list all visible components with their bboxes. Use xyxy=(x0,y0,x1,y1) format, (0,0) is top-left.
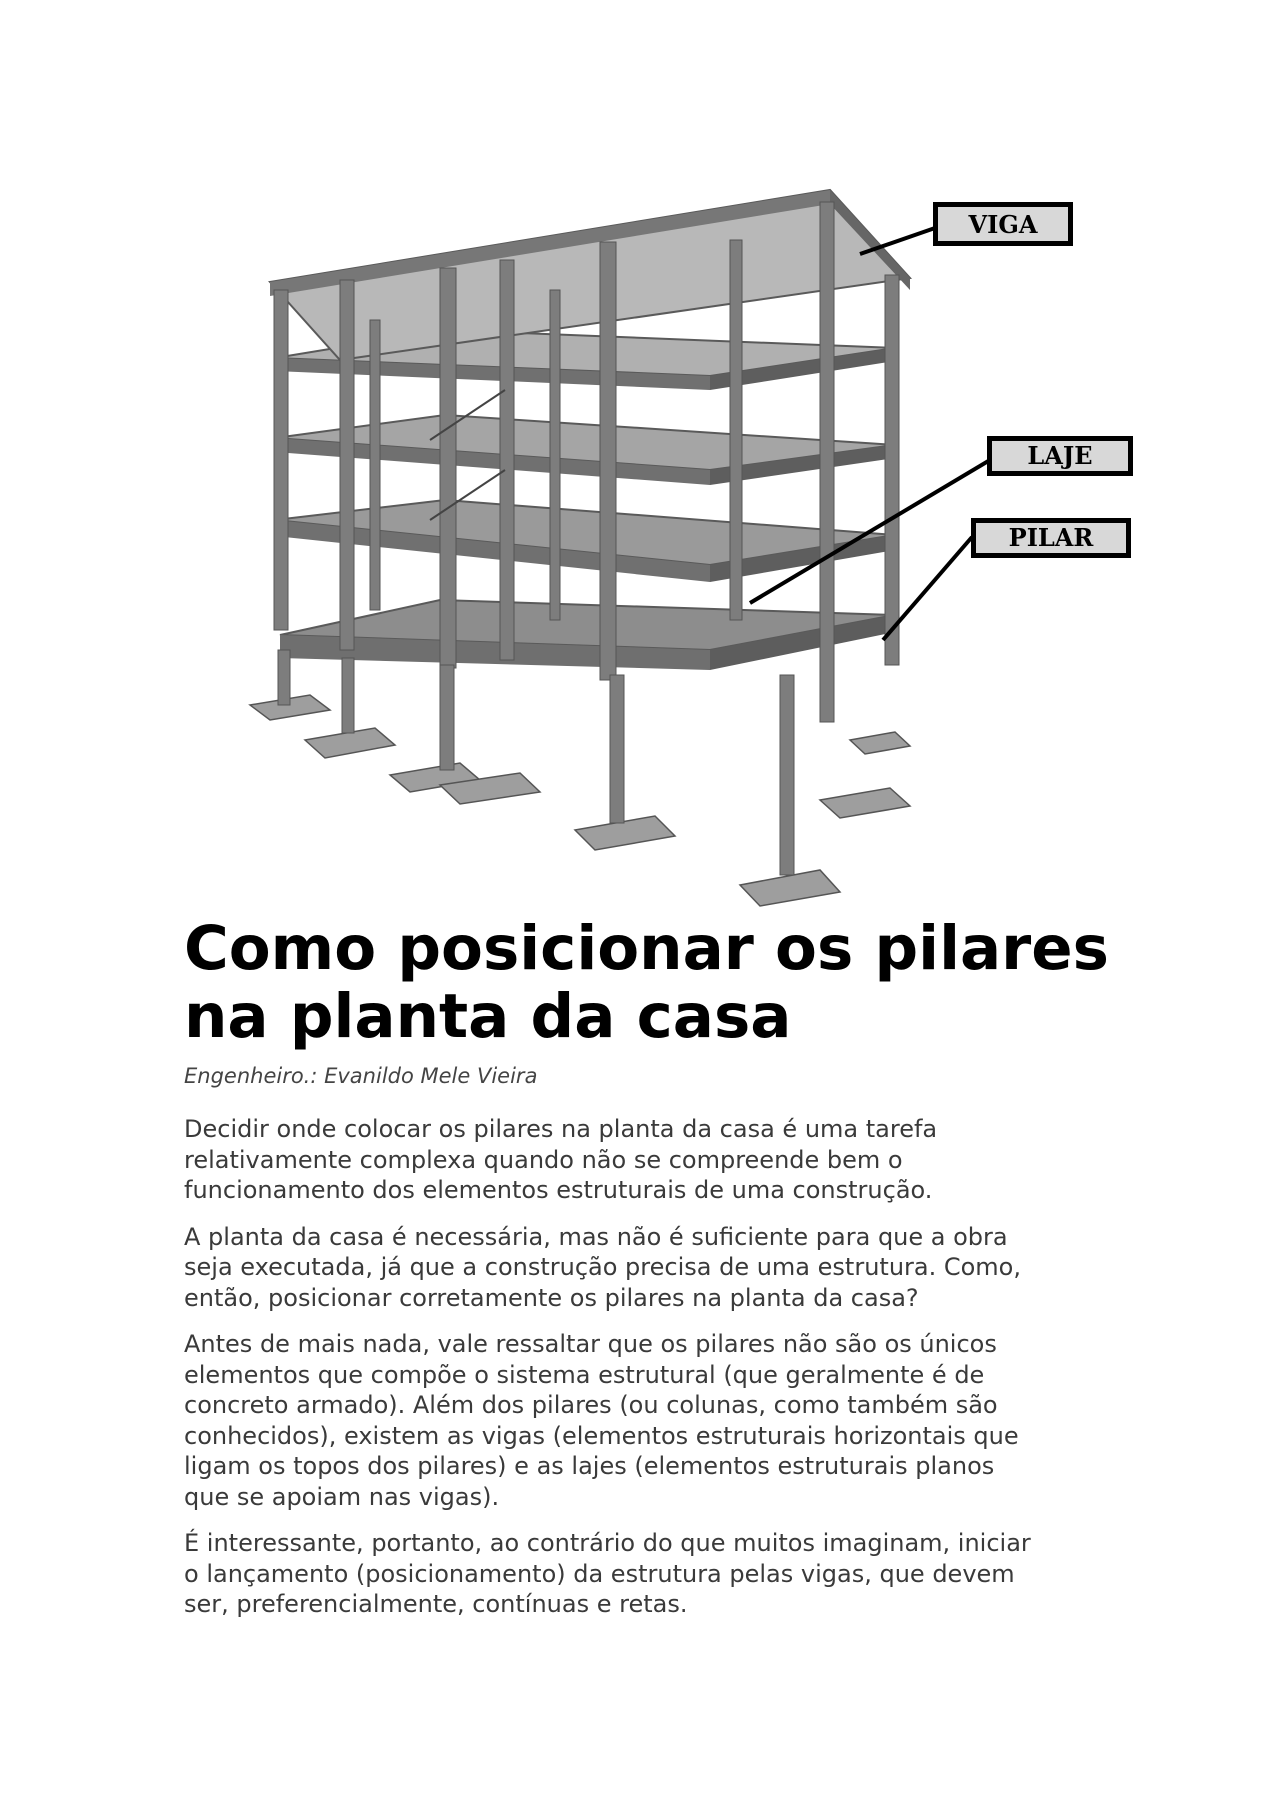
text-line: seja executada, já que a construção precisa de uma estrutura. Como, xyxy=(184,1253,1021,1281)
text-line: então, posicionar corretamente os pilares na planta da casa? xyxy=(184,1283,919,1312)
text-line: que se apoiam nas vigas). xyxy=(184,1482,500,1511)
label-viga xyxy=(933,202,1073,246)
page-title xyxy=(184,915,1184,1051)
building-frame xyxy=(250,190,910,906)
text-line: A planta da casa é necessária, mas não é suficiente para que a obra xyxy=(184,1222,1008,1251)
text-line: conhecidos), existem as vigas (elementos estruturais horizontais que xyxy=(184,1421,1019,1450)
label-pilar xyxy=(971,518,1131,558)
article-body xyxy=(184,1114,1114,1636)
structure-illustration xyxy=(230,180,1150,920)
text-line: Antes de mais nada, vale ressaltar que os pilares não são os únicos xyxy=(184,1330,997,1358)
text-line: elementos que compõe o sistema estrutural (que geralmente é de xyxy=(184,1360,985,1389)
label-pilar-text: PILAR xyxy=(1008,523,1094,552)
text-line: relativamente complexa quando não se compreende bem o xyxy=(184,1145,903,1174)
paragraph xyxy=(184,1528,1114,1620)
text-line: funcionamento dos elementos estruturais de uma construção. xyxy=(184,1176,933,1204)
label-viga-text: VIGA xyxy=(968,210,1038,239)
text-line: concreto armado). Além dos pilares (ou colunas, como também são xyxy=(184,1391,998,1419)
text-line: ligam os topos dos pilares) e as lajes (elementos estruturais planos xyxy=(184,1452,995,1480)
paragraph xyxy=(184,1222,1114,1314)
title-line: na planta da casa xyxy=(184,981,792,1052)
text-line: É interessante, portanto, ao contrário do que muitos imaginam, iniciar xyxy=(184,1529,1031,1557)
paragraph xyxy=(184,1329,1114,1512)
author-byline: Engenheiro.: Evanildo Mele Vieira xyxy=(184,1064,538,1088)
label-laje-text: LAJE xyxy=(1027,441,1093,470)
text-line: o lançamento (posicionamento) da estrutura pelas vigas, que devem xyxy=(184,1559,1015,1588)
title-line: Como posicionar os pilares xyxy=(184,913,1109,984)
text-line: Decidir onde colocar os pilares na planta da casa é uma tarefa xyxy=(184,1115,938,1143)
text-line: ser, preferencialmente, contínuas e retas. xyxy=(184,1590,688,1618)
label-laje xyxy=(987,436,1133,476)
paragraph xyxy=(184,1114,1114,1206)
